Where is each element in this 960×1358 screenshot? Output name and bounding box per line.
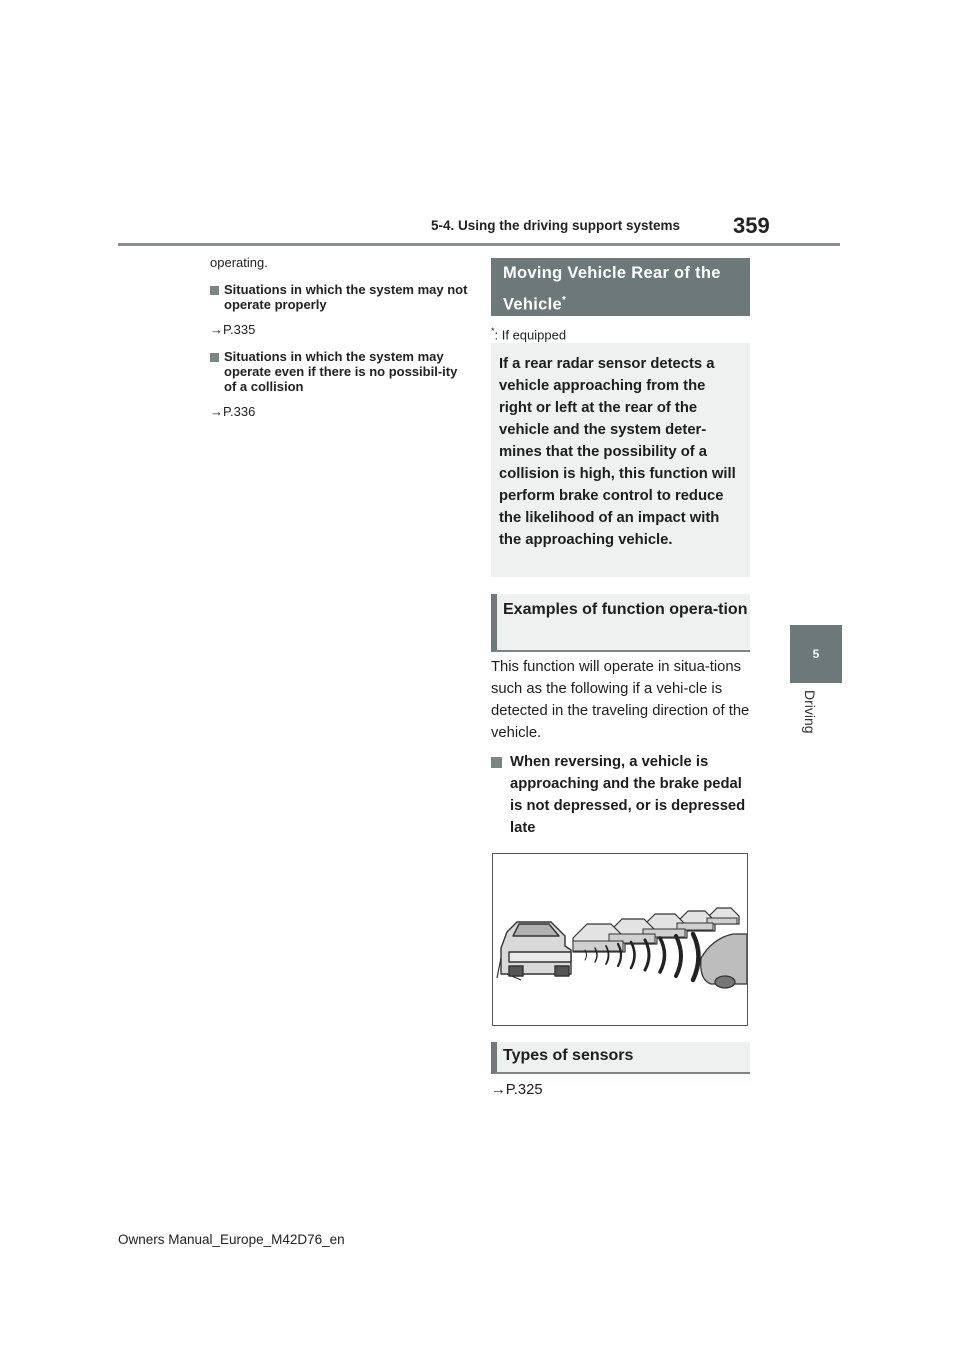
footnote-text: : If equipped [494,327,567,343]
equipped-mark: * [561,295,567,306]
page-reference: →P.335 [210,322,256,337]
function-title-text: Moving Vehicle Rear of the Vehicle [503,264,721,314]
list-item [210,349,470,394]
footnote [491,326,566,342]
document-id: Owners Manual_Europe_M42D76_en [118,1232,345,1247]
examples-text: This function will operate in situa-tions such as the following if a vehi-cle is detected in the traveling direction of the vehicle. [491,659,750,741]
types-heading: Types of sensors [491,1042,750,1074]
example-item [491,751,753,839]
left-column [210,255,470,431]
header-rule [118,243,840,246]
list-item [210,282,470,312]
square-bullet-icon [491,757,502,768]
item-heading: Situations in which the system may not operate properly [224,282,468,312]
page-number: 359 [733,213,770,238]
page-reference: →P.336 [210,404,256,419]
chapter-number: 5 [812,647,820,661]
square-bullet-icon [210,286,219,295]
chapter-label-text: Driving [802,690,818,734]
footnote-mark: * [491,326,495,336]
chapter-tab [790,625,842,683]
parking-lot-illustration [493,854,747,1025]
chapter-label [797,690,837,750]
intro-text: operating. [210,255,268,270]
square-bullet-icon [210,353,219,362]
section-title: 5-4. Using the driving support systems [431,218,681,233]
example-item-text: When reversing, a vehicle is approaching and the brake pedal is not depressed, or is depressed late [510,754,746,836]
reversing-illustration [492,853,748,1026]
function-title [491,258,750,316]
summary-box: If a rear radar sensor detects a vehicle approaching from the right or left at the rear of the vehicle and the system deter-mines that the possibility of a collision is high, this function will perform brake control to reduce the likelihood of an impact with the approaching vehicle. [491,343,750,577]
types-reference: →P.325 [491,1082,543,1098]
examples-heading: Examples of function opera-tion [491,594,750,652]
item-heading: Situations in which the system may operate even if there is no possibil-ity of a collision [224,349,458,394]
